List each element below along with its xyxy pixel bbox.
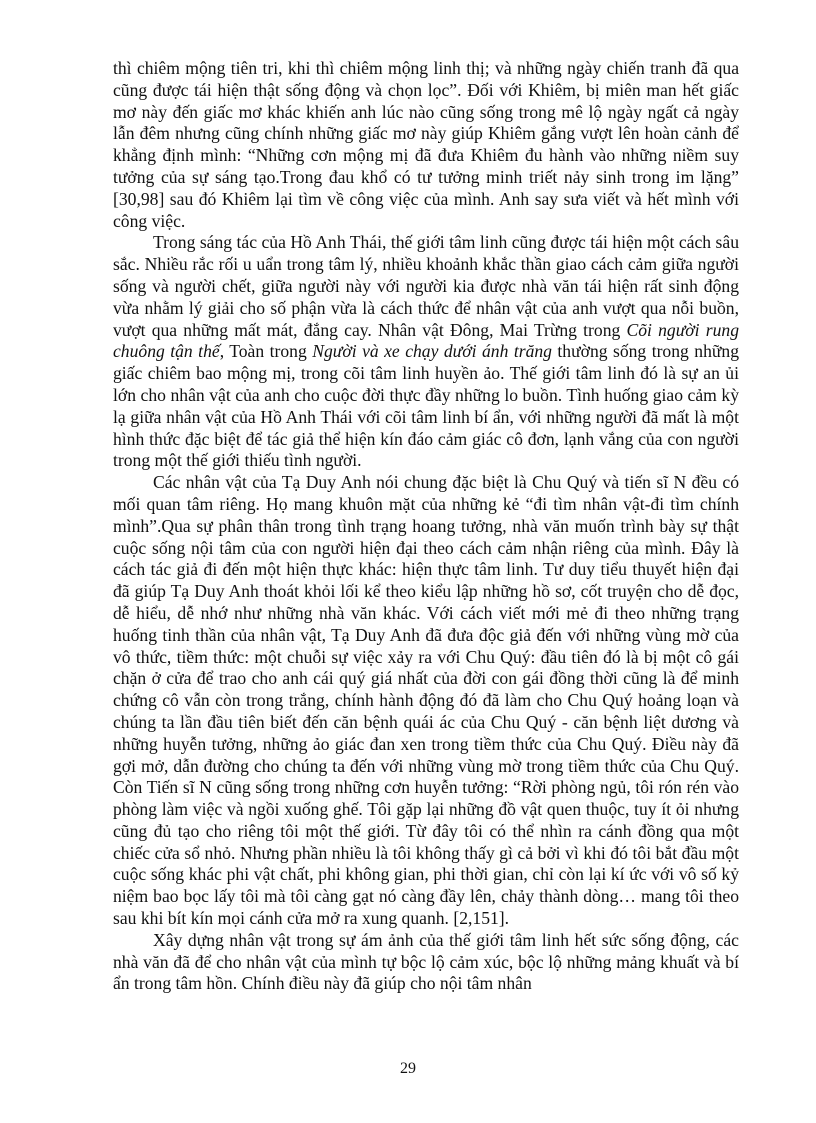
paragraph-1 [113, 58, 739, 232]
paragraph-2-text: , Toàn trong [219, 341, 313, 362]
page-body [113, 58, 739, 995]
paragraph-4-text: Xây dựng nhân vật trong sự ám ảnh của thế giới tâm linh hết sức sống động, các nhà văn đã để cho nhân vật của mình tự bộc lộ cảm xúc, bộc lộ những mảng khuất và bí ẩn trong tâm hồn. Chính điều này đã giúp cho nội tâm nhân [113, 929, 739, 994]
paragraph-2 [113, 232, 739, 472]
paragraph-3-text: Các nhân vật của Tạ Duy Anh nói chung đặc biệt là Chu Quý và tiến sĩ N đều có mối quan tâm riêng. Họ mang khuôn mặt của những kẻ “đi tìm nhân vật-đi tìm chính mình”.Qua sự phân thân trong tình trạng hoang tưởng, nhà văn muốn trình bày sự thật cuộc sống nội tâm của con người hiện đại theo cách cảm nhận riêng của mình. Đây là cách tác giả đi đến một hiện thực khác: hiện thực tâm linh. Tư duy tiểu thuyết hiện đại đã giúp Tạ Duy Anh thoát khỏi lối kể theo kiểu lập những hồ sơ, cốt truyện cho dễ đọc, dễ hiểu, dễ nhớ như những nhà văn khác. Với cách viết mới mẻ đi theo những trạng huống tinh thần của nhân vật, Tạ Duy Anh đã đưa độc giả đến với những vùng mờ của vô thức, tiềm thức: một chuỗi sự việc xảy ra với Chu Quý: đầu tiên đó là bị một cô gái chặn ở cửa để trao cho anh cái quý giá nhất của đời con gái đồng thời cũng là để minh chứng cô vẫn còn trong trắng, chính hành động đó đã làm cho Chu Quý hoảng loạn và chúng ta lần đầu tiên biết đến căn bệnh quái ác của Chu Quý - căn bệnh liệt dương và những huyễn tưởng, những ảo giác đan xen trong tiềm thức của Chu Quý. Điều này đã gợi mở, dẫn đường cho chúng ta đến với những vùng mờ trong tiềm thức của Chu Quý. Còn Tiến sĩ N cũng sống trong những cơn huyễn tưởng: “Rời phòng ngủ, tôi rón rén vào phòng làm việc và ngồi xuống ghế. Tôi gặp lại những đồ vật quen thuộc, tuy ít ỏi nhưng cũng đủ tạo cho riêng tôi một thế giới. Từ đây tôi có thể nhìn ra cánh đồng qua một chiếc cửa sổ nhỏ. Nhưng phần nhiều là tôi không thấy gì cả bởi vì khi đó tôi bắt đầu một cuộc sống khác phi vật chất, phi không gian, phi thời gian, chỉ còn lại kí ức với vô số kỷ niệm bao bọc lấy tôi mà tôi càng gạt nó càng đầy lên, chảy thành dòng… mang tôi theo sau khi bít kín mọi cánh cửa mở ra xung quanh. [2,151]. [113, 472, 739, 929]
page-number: 29 [400, 1060, 416, 1077]
paragraph-2-text: Trong sáng tác của Hồ Anh Thái, thế giới tâm linh cũng được tái hiện một cách sâu sắc. Nhiều rắc rối u uẩn trong tâm lý, nhiều khoảnh khắc thần giao cách cảm giữa người sống và người chết, giữa người này với người kia được nhà văn tái hiện rất sinh động vừa nhằm lý giải cho số phận vừa là cách thức để nhân vật của anh vượt qua nỗi buồn, vượt qua những mất mát, đắng cay. Nhân vật Đông, Mai Trừng trong [113, 232, 739, 340]
paragraph-1-text: thì chiêm mộng tiên tri, khi thì chiêm mộng linh thị; và những ngày chiến tranh đã qua cũng được tái hiện thật sống động và chọn lọc”. Đối với Khiêm, bị miên man hết giấc mơ này đến giấc mơ khác khiến anh lúc nào cũng sống trong mê lộ ngày ngất cả ngày lẫn đêm nhưng cũng chính những giấc mơ này giúp Khiêm gắng vượt lên hoàn cảnh để khẳng định mình: “Những cơn mộng mị đã đưa Khiêm đu hành vào những niềm suy tưởng của sự sáng tạo.Trong đau khổ có tư tưởng minh triết nảy sinh trong im lặng” [30,98] sau đó Khiêm lại tìm về công việc của mình. Anh say sưa viết và hết mình với công việc. [113, 58, 739, 231]
paragraph-3 [113, 472, 739, 930]
paragraph-2-text: thường sống trong những giấc chiêm bao mộng mị, trong cõi tâm linh huyền ảo. Thế giới tâm linh đó là sự an ủi lớn cho nhân vật của anh cho cuộc đời thực đầy những lo buồn. Tình huống giao cảm kỳ lạ giữa nhân vật của Hồ Anh Thái với cõi tâm linh bí ẩn, với những người đã mất là một hình thức đặc biệt để tác giả thể hiện kín đáo cảm giác cô đơn, lạnh vắng của con người trong một thế giới thiếu tình người. [113, 341, 740, 471]
paragraph-4 [113, 930, 739, 995]
book-title-coi-nguoi: Cõi người rung chuông tận thế [113, 319, 739, 362]
book-title-nguoi-va-xe: Người và xe chạy dưới ánh trăng [312, 341, 552, 362]
